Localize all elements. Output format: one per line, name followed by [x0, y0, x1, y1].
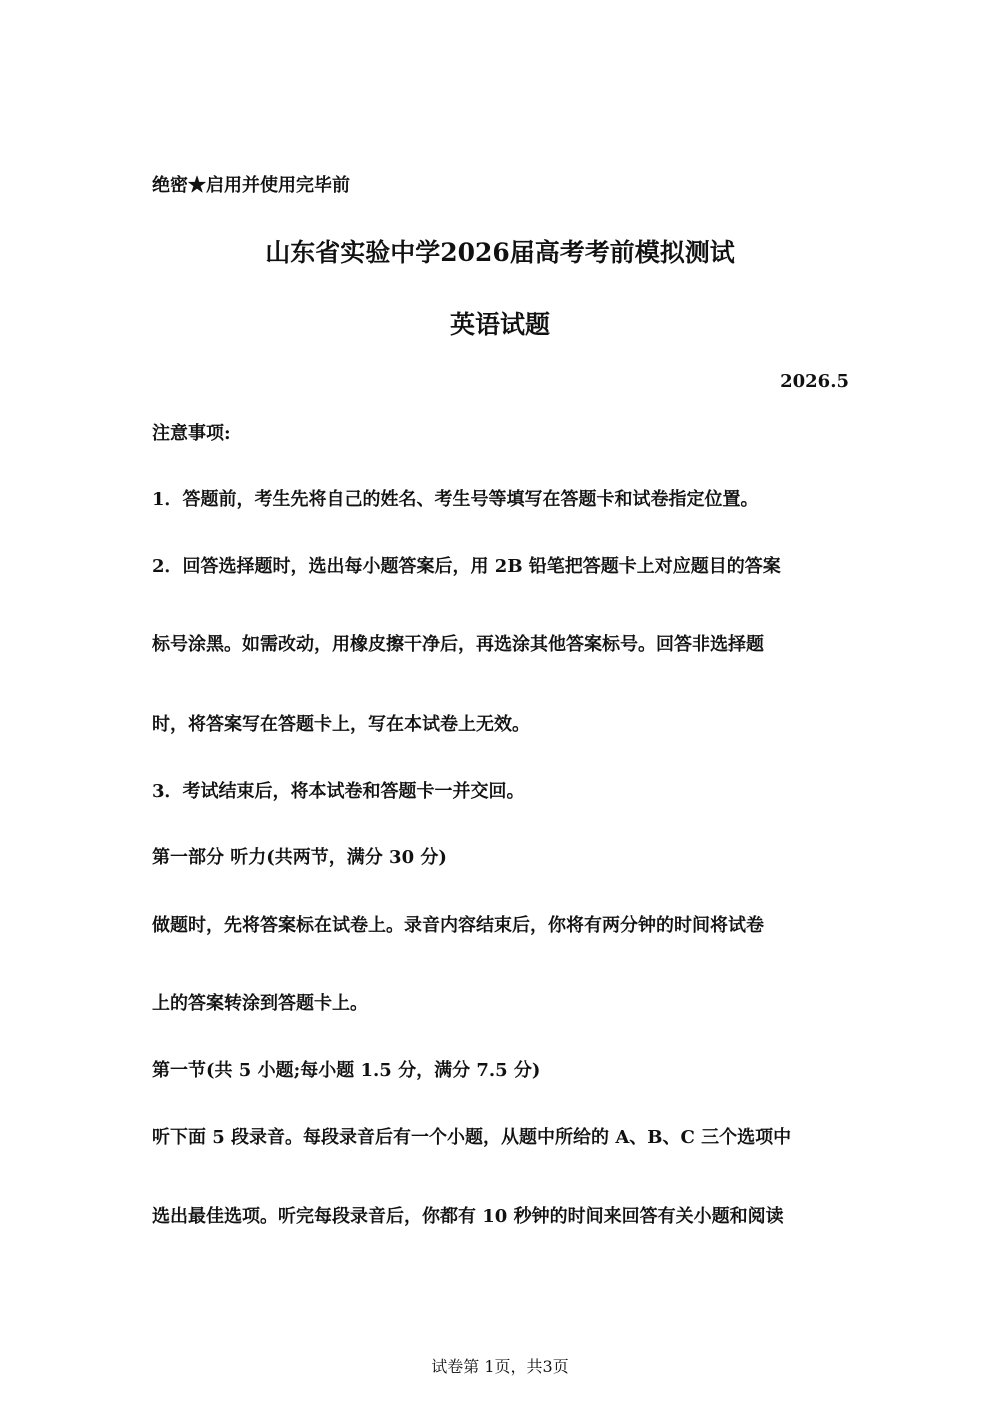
notice-line: 1．答题前，考生先将自己的姓名、考生号等填写在答题卡和试卷指定位置。: [152, 489, 759, 510]
section-one-instruction: 选出最佳选项。听完每段录音后，你都有 10 秒钟的时间来回答有关小题和阅读: [152, 1206, 784, 1227]
exam-subtitle: 英语试题: [449, 310, 550, 339]
part-one-instruction: 做题时，先将答案标在试卷上。录音内容结束后，你将有两分钟的时间将试卷: [152, 915, 764, 936]
notice-line: 3．考试结束后，将本试卷和答题卡一并交回。: [152, 781, 525, 802]
page-footer: 试卷第 1页，共3页: [431, 1357, 569, 1376]
notice-line: 2．回答选择题时，选出每小题答案后，用 2B 铅笔把答题卡上对应题目的答案: [152, 556, 781, 577]
part-one-instruction: 上的答案转涂到答题卡上。: [152, 993, 368, 1014]
section-one-heading: 第一节(共 5 小题;每小题 1.5 分，满分 7.5 分): [152, 1060, 541, 1081]
notice-heading: 注意事项:: [152, 423, 231, 444]
exam-title: 山东省实验中学2026届高考考前模拟测试: [265, 238, 735, 267]
notice-line: 标号涂黑。如需改动，用橡皮擦干净后，再选涂其他答案标号。回答非选择题: [152, 634, 764, 655]
exam-date: 2026.5: [780, 371, 849, 392]
notice-line: 时，将答案写在答题卡上，写在本试卷上无效。: [152, 714, 530, 735]
part-one-heading: 第一部分 听力(共两节，满分 30 分): [152, 847, 447, 868]
classification-label: 绝密★启用并使用完毕前: [152, 175, 350, 196]
section-one-instruction: 听下面 5 段录音。每段录音后有一个小题，从题中所给的 A、B、C 三个选项中: [152, 1127, 792, 1148]
